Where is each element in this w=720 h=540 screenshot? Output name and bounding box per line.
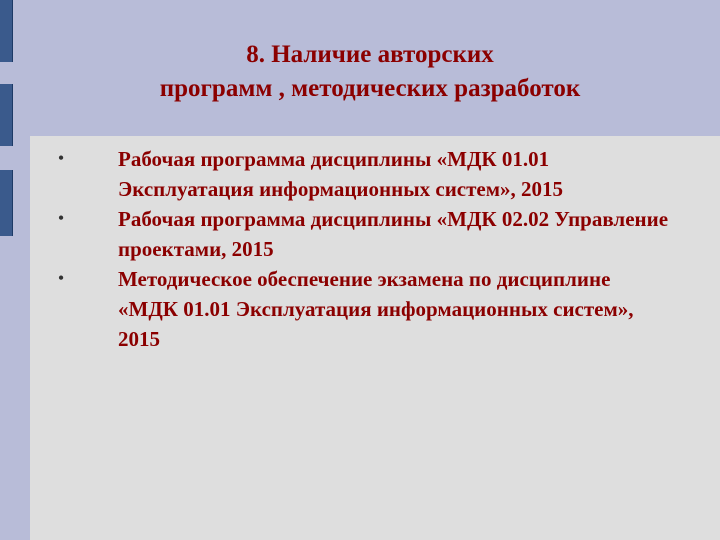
bullet-item bbox=[30, 204, 670, 264]
decorative-edge-bar bbox=[0, 0, 13, 62]
bullet-icon: • bbox=[58, 210, 64, 227]
bullet-list bbox=[30, 144, 670, 354]
bullet-text: Методическое обеспечение экзамена по дисциплине «МДК 01.01 Эксплуатация информационных систем», 2015 bbox=[118, 267, 634, 351]
bullet-item bbox=[30, 264, 670, 354]
decorative-edge-bar bbox=[0, 84, 13, 146]
bullet-text: Рабочая программа дисциплины «МДК 02.02 Управление проектами, 2015 bbox=[118, 207, 669, 261]
bullet-item bbox=[30, 144, 670, 204]
decorative-edge-bar bbox=[0, 170, 13, 236]
title-line-1: 8. Наличие авторских bbox=[246, 41, 494, 68]
title-line-2: программ , методических разработок bbox=[159, 75, 581, 102]
bullet-text: Рабочая программа дисциплины «МДК 01.01 Эксплуатация информационных систем», 2015 bbox=[118, 147, 564, 201]
bullet-icon: • bbox=[58, 270, 64, 287]
slide-title bbox=[40, 38, 700, 106]
bullet-icon: • bbox=[58, 150, 64, 167]
content-panel bbox=[30, 136, 720, 540]
